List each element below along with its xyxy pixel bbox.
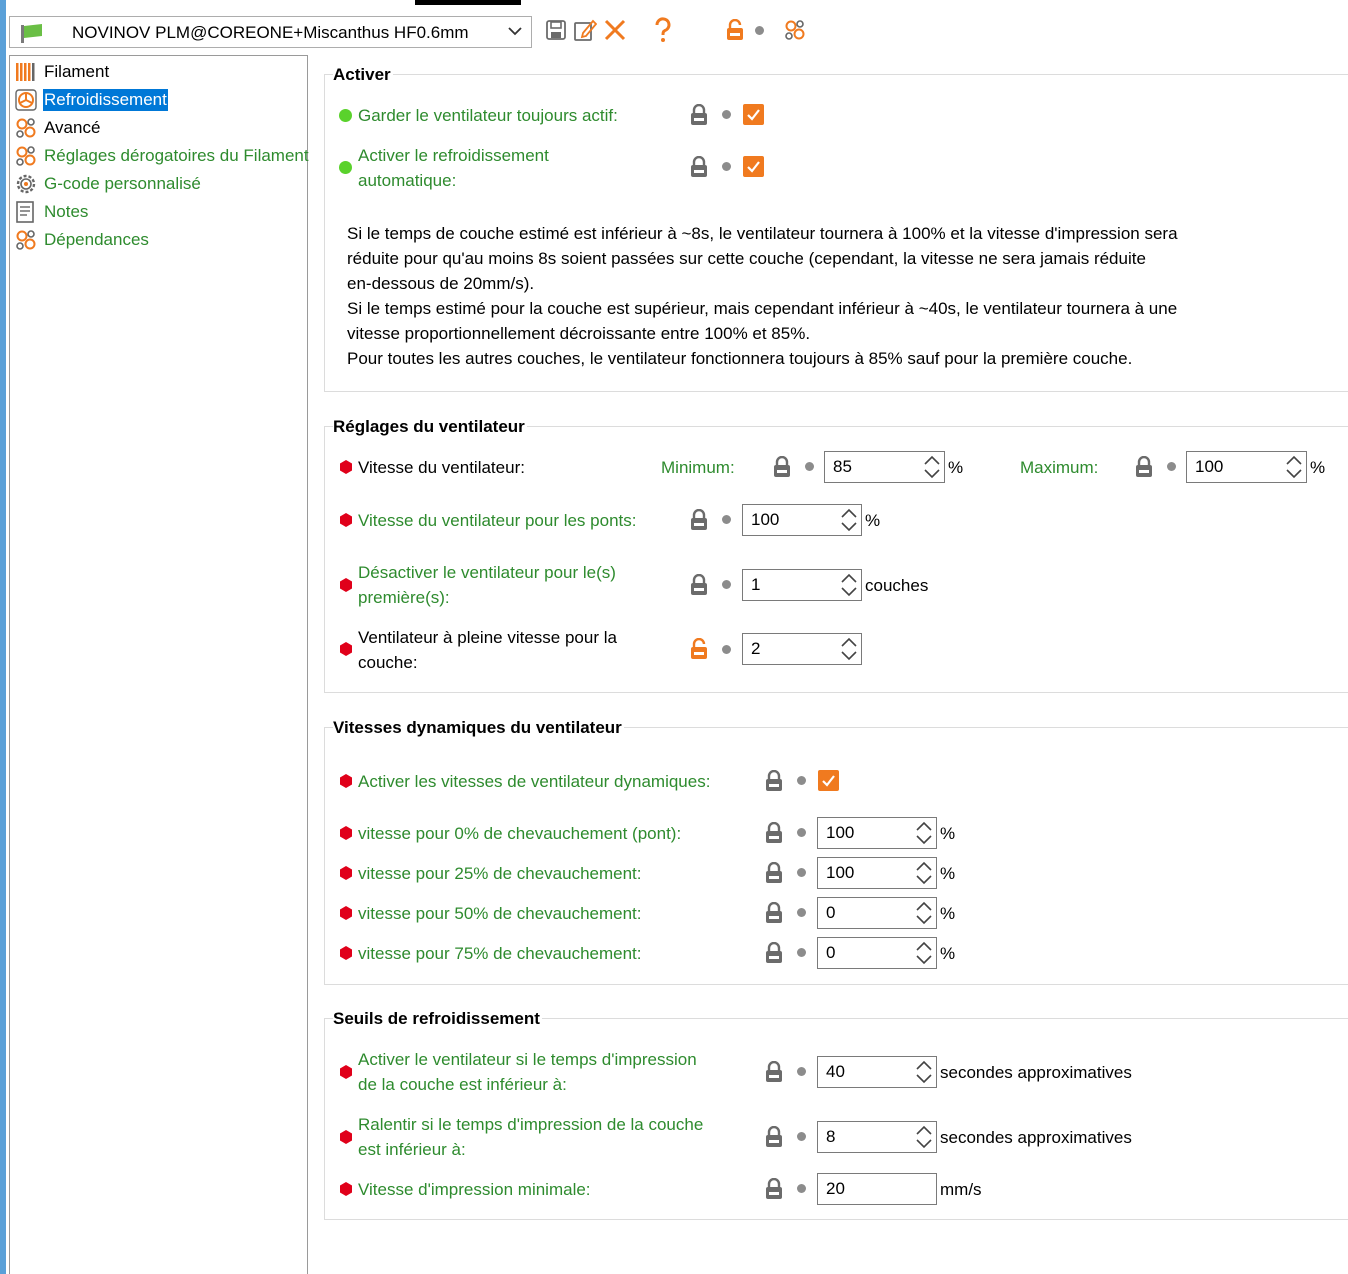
override-gears-icon — [15, 145, 37, 167]
status-bullet — [805, 462, 814, 471]
notes-icon — [15, 201, 37, 223]
sidebar — [9, 55, 308, 1274]
gcode-gear-icon — [15, 173, 37, 195]
lock-icon[interactable] — [772, 456, 792, 478]
min-print-speed-label: Vitesse d'impression minimale: — [358, 1180, 591, 1199]
layers-unit: couches — [865, 576, 929, 595]
percent-unit: % — [865, 511, 881, 530]
overlap-0-spin[interactable]: 100 — [817, 817, 937, 849]
status-red-hexagon — [339, 1065, 353, 1079]
lock-icon[interactable] — [764, 942, 784, 964]
disable-fan-label: Désactiver le ventilateur pour le(s) première(s): — [358, 563, 616, 607]
lock-icon[interactable] — [764, 1061, 784, 1083]
preset-dropdown[interactable] — [9, 16, 532, 48]
percent-unit: % — [940, 944, 956, 963]
sidebar-item-overrides[interactable]: Réglages dérogatoires du Filament — [15, 143, 310, 169]
lock-icon[interactable] — [764, 770, 784, 792]
overlap-0-label: vitesse pour 0% de chevauchement (pont): — [358, 824, 682, 843]
status-red-hexagon — [339, 946, 353, 960]
percent-unit: % — [1310, 458, 1326, 477]
spin-arrows-icon[interactable] — [914, 1123, 934, 1151]
full-fan-label: Ventilateur à pleine vitesse pour la couche: — [358, 628, 617, 672]
status-bullet — [722, 580, 731, 589]
unlock-icon[interactable] — [722, 16, 748, 44]
help-icon[interactable] — [650, 16, 676, 44]
status-red-hexagon — [339, 460, 353, 474]
group-title-dynamic-fan: Vitesses dynamiques du ventilateur — [333, 718, 622, 737]
overlap-25-spin[interactable]: 100 — [817, 857, 937, 889]
status-bullet — [755, 26, 764, 35]
percent-unit: % — [940, 864, 956, 883]
status-red-hexagon — [339, 642, 353, 656]
overlap-75-spin[interactable]: 0 — [817, 937, 937, 969]
status-bullet — [797, 1132, 806, 1141]
seconds-unit: secondes approximatives — [940, 1063, 1132, 1082]
seconds-unit: secondes approximatives — [940, 1128, 1132, 1147]
lock-icon[interactable] — [764, 822, 784, 844]
status-bullet — [722, 162, 731, 171]
sidebar-item-notes[interactable]: Notes — [15, 199, 89, 225]
status-bullet — [797, 1184, 806, 1193]
sidebar-item-cooling[interactable]: Refroidissement — [15, 87, 168, 113]
status-bullet — [797, 776, 806, 785]
sidebar-item-dependencies[interactable]: Dépendances — [15, 227, 150, 253]
slowdown-time-spin[interactable]: 8 — [817, 1121, 937, 1153]
keep-fan-checkbox[interactable] — [743, 104, 764, 125]
lock-icon[interactable] — [689, 104, 709, 126]
window-edge — [0, 0, 6, 1274]
fan-speed-label: Vitesse du ventilateur: — [358, 458, 525, 477]
status-red-hexagon — [339, 826, 353, 840]
overlap-25-label: vitesse pour 25% de chevauchement: — [358, 864, 642, 883]
lock-icon[interactable] — [764, 902, 784, 924]
status-bullet — [797, 1067, 806, 1076]
status-bullet — [797, 828, 806, 837]
auto-cooling-checkbox[interactable] — [743, 156, 764, 177]
slowdown-time-label: Ralentir si le temps d'impression de la couche est inférieur à: — [358, 1115, 704, 1159]
flag-icon — [20, 23, 44, 48]
dynamic-enable-checkbox[interactable] — [818, 770, 839, 791]
status-red-hexagon — [339, 578, 353, 592]
status-bullet — [722, 110, 731, 119]
sidebar-item-filament[interactable]: Filament — [15, 59, 110, 85]
fan-min-spin[interactable]: 85 — [824, 451, 945, 483]
status-green-dot — [339, 161, 352, 174]
preset-name: NOVINOV PLM@COREONE+Miscanthus HF0.6mm — [72, 23, 469, 42]
full-fan-spin[interactable]: 2 — [742, 633, 862, 665]
status-bullet — [797, 908, 806, 917]
status-bullet — [1167, 462, 1176, 471]
dependencies-icon — [15, 229, 37, 251]
overlap-50-label: vitesse pour 50% de chevauchement: — [358, 904, 642, 923]
status-red-hexagon — [339, 1130, 353, 1144]
cooling-fan-icon — [15, 89, 37, 111]
speed-unit: mm/s — [940, 1180, 982, 1199]
status-red-hexagon — [339, 774, 353, 788]
delete-icon[interactable] — [602, 16, 628, 44]
overlap-50-spin[interactable]: 0 — [817, 897, 937, 929]
lock-icon[interactable] — [689, 509, 709, 531]
keep-fan-label: Garder le ventilateur toujours actif: — [358, 106, 618, 125]
status-green-dot — [339, 109, 352, 122]
fan-min-label: Minimum: — [661, 458, 735, 477]
percent-unit: % — [940, 824, 956, 843]
status-bullet — [722, 645, 731, 654]
spin-arrows-icon[interactable] — [914, 939, 934, 967]
status-red-hexagon — [339, 866, 353, 880]
fan-below-time-spin[interactable]: 40 — [817, 1056, 937, 1088]
bridge-fan-spin[interactable]: 100 — [742, 504, 862, 536]
fan-max-spin[interactable]: 100 — [1186, 451, 1307, 483]
compare-icon[interactable] — [782, 16, 808, 44]
chevron-down-icon — [507, 23, 523, 44]
status-bullet — [722, 515, 731, 524]
dynamic-enable-label: Activer les vitesses de ventilateur dynamiques: — [358, 772, 711, 791]
sidebar-item-advanced[interactable]: Avancé — [15, 115, 101, 141]
spin-arrows-icon[interactable] — [1284, 453, 1304, 481]
min-print-speed-input[interactable]: 20 — [817, 1173, 937, 1205]
filament-icon — [15, 61, 37, 83]
save-icon[interactable] — [543, 16, 569, 44]
status-red-hexagon — [339, 906, 353, 920]
lock-icon[interactable] — [689, 574, 709, 596]
spin-arrows-icon[interactable] — [914, 1058, 934, 1086]
edit-icon[interactable] — [572, 16, 598, 44]
disable-fan-spin[interactable]: 1 — [742, 569, 862, 601]
advanced-gears-icon — [15, 117, 37, 139]
spin-arrows-icon[interactable] — [914, 859, 934, 887]
lock-icon[interactable] — [764, 1126, 784, 1148]
group-title-activer: Activer — [333, 65, 391, 84]
group-title-fan-settings: Réglages du ventilateur — [333, 417, 525, 436]
status-bullet — [797, 868, 806, 877]
lock-icon[interactable] — [1134, 456, 1154, 478]
percent-unit: % — [948, 458, 964, 477]
spin-arrows-icon[interactable] — [839, 506, 859, 534]
cooling-description: Si le temps de couche estimé est inférieur à ~8s, le ventilateur tournera à 100% et la vitesse d'impression sera réduite pour qu'au moins 8s soient passées sur cette couche (cependant, la vitesse ne sera jamais réduite en-dessous de 20mm/s). Si le temps estimé pour la couche est supérieur, mais cependant inférieur à ~40s, le ventilateur tournera à une vitesse proportionnellement décroissante entre 100% et 85%. Pour toutes les autres couches, le ventilateur fonctionnera toujours à 85% sauf pour la première couche. — [347, 224, 1178, 368]
percent-unit: % — [940, 904, 956, 923]
overlap-75-label: vitesse pour 75% de chevauchement: — [358, 944, 642, 963]
spin-arrows-icon[interactable] — [914, 899, 934, 927]
spin-arrows-icon[interactable] — [922, 453, 942, 481]
lock-icon[interactable] — [764, 1178, 784, 1200]
status-red-hexagon — [339, 1182, 353, 1196]
tab-indicator — [415, 0, 521, 5]
status-red-hexagon — [339, 513, 353, 527]
fan-below-time-label: Activer le ventilateur si le temps d'impression de la couche est inférieur à: — [358, 1050, 697, 1094]
unlock-icon[interactable] — [689, 638, 709, 660]
lock-icon[interactable] — [689, 156, 709, 178]
sidebar-item-custom-gcode[interactable]: G-code personnalisé — [15, 171, 202, 197]
lock-icon[interactable] — [764, 862, 784, 884]
spin-arrows-icon[interactable] — [839, 635, 859, 663]
bridge-fan-label: Vitesse du ventilateur pour les ponts: — [358, 511, 637, 530]
auto-cooling-label: Activer le refroidissement automatique: — [358, 146, 549, 190]
spin-arrows-icon[interactable] — [839, 571, 859, 599]
spin-arrows-icon[interactable] — [914, 819, 934, 847]
group-title-thresholds: Seuils de refroidissement — [333, 1009, 540, 1028]
status-bullet — [797, 948, 806, 957]
fan-max-label: Maximum: — [1020, 458, 1099, 477]
